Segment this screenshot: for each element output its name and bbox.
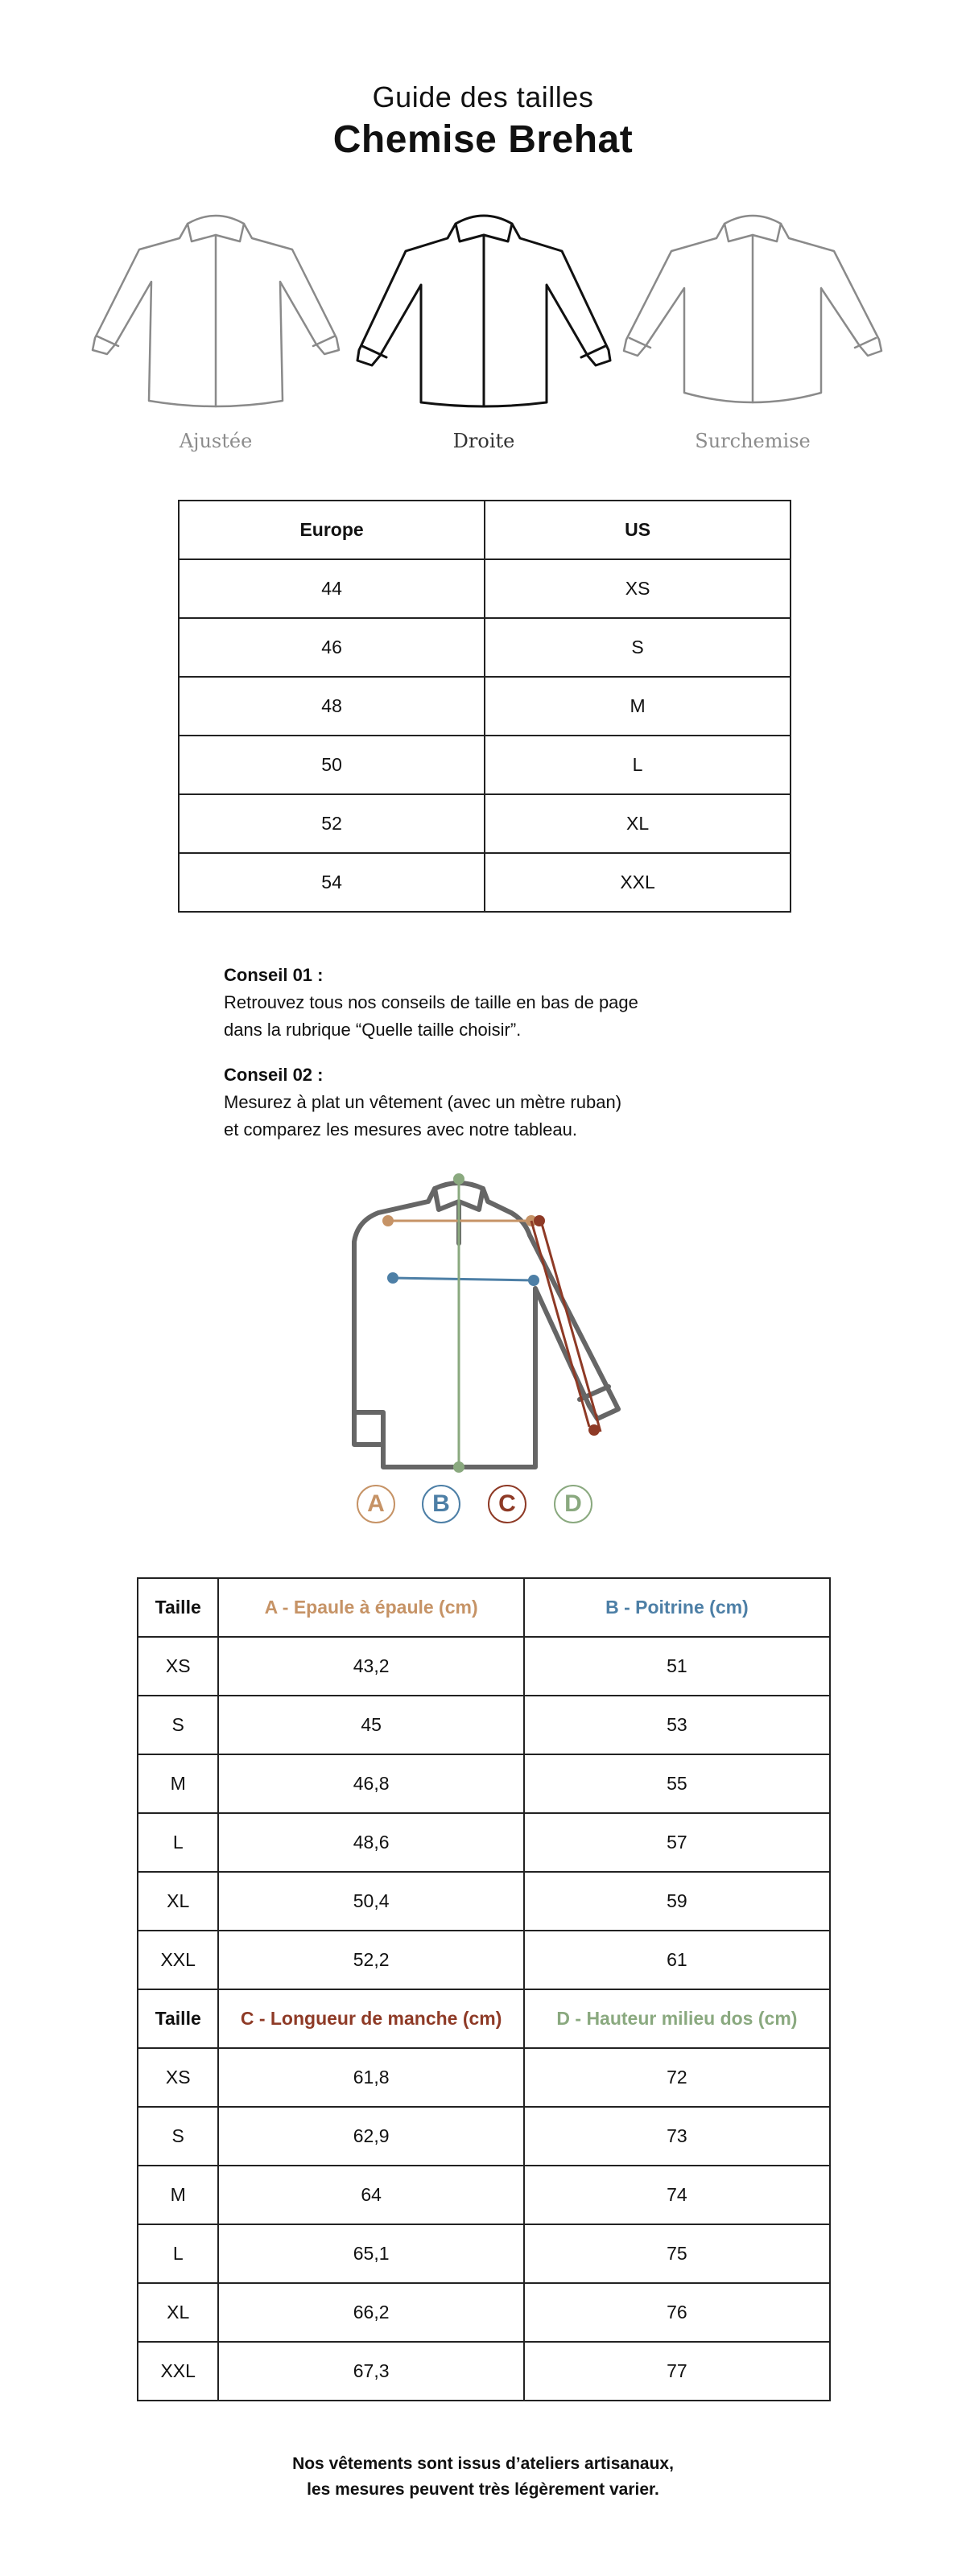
table-row: [138, 1696, 830, 1754]
header-europe: Europe: [179, 501, 485, 559]
fit-label-fitted: Ajustée: [179, 430, 253, 452]
cell-chest: 61: [524, 1931, 830, 1989]
size-conversion-table: [178, 500, 791, 913]
cell-shoulder: 46,8: [218, 1754, 523, 1813]
cell-europe: 48: [179, 677, 485, 736]
legend-letter-d: D: [554, 1485, 592, 1523]
measure-point-c: [534, 1215, 545, 1226]
measurement-legend: [0, 1485, 966, 1530]
cell-chest: 59: [524, 1872, 830, 1931]
measure-point-b: [387, 1272, 398, 1284]
cell-back-height: 74: [524, 2166, 830, 2224]
footer-line-1: Nos vêtements sont issus d’ateliers artisanaux,: [292, 2454, 674, 2473]
cell-size: S: [138, 2107, 218, 2166]
shirt-overshirt-icon: [620, 201, 886, 418]
measure-point-a: [382, 1215, 394, 1226]
table-row: [138, 1931, 830, 1989]
table-row: [179, 794, 791, 853]
tip-text-2: [224, 1089, 787, 1144]
cell-chest: 57: [524, 1813, 830, 1872]
page-title: Chemise Brehat: [332, 118, 634, 161]
cell-europe: 50: [179, 736, 485, 794]
legend-letter-a: A: [357, 1485, 395, 1523]
header-back-height: D - Hauteur milieu dos (cm): [524, 1989, 830, 2048]
tip-title-1: Conseil 01 :: [224, 965, 324, 985]
header-size: Taille: [138, 1989, 218, 2048]
cell-chest: 55: [524, 1754, 830, 1813]
measure-line-b: [393, 1278, 534, 1280]
measure-point-d: [453, 1461, 464, 1473]
tips-section: [224, 962, 787, 1161]
cell-europe: 52: [179, 794, 485, 853]
cell-back-height: 73: [524, 2107, 830, 2166]
table-header-row: [138, 1578, 830, 1637]
header-sleeve: C - Longueur de manche (cm): [218, 1989, 523, 2048]
cell-size: XL: [138, 2283, 218, 2342]
table-row: [138, 2283, 830, 2342]
table-row: [138, 2342, 830, 2401]
tip-text-1: [224, 989, 787, 1044]
cell-size: M: [138, 2166, 218, 2224]
cell-shoulder: 43,2: [218, 1637, 523, 1696]
legend-letter-c: C: [488, 1485, 526, 1523]
table-row: [179, 618, 791, 677]
table-row: [138, 1637, 830, 1696]
table-row: [179, 736, 791, 794]
cell-size: XXL: [138, 1931, 218, 1989]
header-size: Taille: [138, 1578, 218, 1637]
header-us: US: [485, 501, 791, 559]
shirt-straight-icon: [351, 201, 617, 418]
footer-line-2: les mesures peuvent très légèrement varier.: [307, 2480, 659, 2499]
cell-size: L: [138, 1813, 218, 1872]
cell-chest: 51: [524, 1637, 830, 1696]
fit-straight: [351, 201, 617, 452]
shirt-outline-icon: [354, 1183, 618, 1467]
table-row: [138, 1872, 830, 1931]
measure-point-c: [588, 1424, 600, 1436]
measure-point-b: [528, 1275, 539, 1286]
table-row: [138, 1813, 830, 1872]
measurements-table: [137, 1577, 831, 2401]
cell-chest: 53: [524, 1696, 830, 1754]
header-shoulder: A - Epaule à épaule (cm): [218, 1578, 523, 1637]
cell-us: XS: [485, 559, 791, 618]
fit-overshirt: [620, 201, 886, 452]
table-row: [138, 2048, 830, 2107]
cell-shoulder: 45: [218, 1696, 523, 1754]
table-header-row: [138, 1989, 830, 2048]
tip-line: Retrouvez tous nos conseils de taille en bas de page: [224, 992, 638, 1012]
cell-size: XL: [138, 1872, 218, 1931]
cell-sleeve: 64: [218, 2166, 523, 2224]
cell-europe: 46: [179, 618, 485, 677]
cell-size: XS: [138, 1637, 218, 1696]
table-row: [179, 677, 791, 736]
table-row: [138, 1754, 830, 1813]
tip-title-2: Conseil 02 :: [224, 1065, 324, 1085]
page-subtitle: Guide des tailles: [372, 80, 594, 113]
cell-back-height: 72: [524, 2048, 830, 2107]
legend-letter-b: B: [422, 1485, 460, 1523]
header-chest: B - Poitrine (cm): [524, 1578, 830, 1637]
tip-line: dans la rubrique “Quelle taille choisir”.: [224, 1020, 522, 1040]
cell-size: XXL: [138, 2342, 218, 2401]
measure-line-c: [531, 1221, 589, 1427]
measurement-diagram: [338, 1171, 628, 1481]
cell-sleeve: 67,3: [218, 2342, 523, 2401]
cell-back-height: 75: [524, 2224, 830, 2283]
tip-line: Mesurez à plat un vêtement (avec un mètre ruban): [224, 1092, 622, 1112]
table-row: [138, 2107, 830, 2166]
cell-shoulder: 52,2: [218, 1931, 523, 1989]
footer-note: [0, 2451, 966, 2503]
tip-line: et comparez les mesures avec notre tableau.: [224, 1119, 578, 1140]
cell-shoulder: 48,6: [218, 1813, 523, 1872]
fit-fitted: [83, 201, 349, 452]
cell-size: M: [138, 1754, 218, 1813]
cell-sleeve: 62,9: [218, 2107, 523, 2166]
measure-point-d: [453, 1173, 464, 1185]
measure-line-c: [541, 1221, 601, 1432]
cell-us: XL: [485, 794, 791, 853]
fit-label-overshirt: Surchemise: [695, 430, 811, 452]
table-row: [179, 853, 791, 912]
table-row: [138, 2166, 830, 2224]
cell-us: S: [485, 618, 791, 677]
cell-shoulder: 50,4: [218, 1872, 523, 1931]
cell-us: L: [485, 736, 791, 794]
cell-size: XS: [138, 2048, 218, 2107]
cell-size: L: [138, 2224, 218, 2283]
cell-sleeve: 66,2: [218, 2283, 523, 2342]
table-row: [138, 2224, 830, 2283]
cell-sleeve: 65,1: [218, 2224, 523, 2283]
table-header-row: [179, 501, 791, 559]
cell-europe: 44: [179, 559, 485, 618]
cell-back-height: 77: [524, 2342, 830, 2401]
shirt-fitted-icon: [83, 201, 349, 418]
cell-europe: 54: [179, 853, 485, 912]
cell-size: S: [138, 1696, 218, 1754]
cell-sleeve: 61,8: [218, 2048, 523, 2107]
cell-us: M: [485, 677, 791, 736]
table-row: [179, 559, 791, 618]
cell-us: XXL: [485, 853, 791, 912]
cell-back-height: 76: [524, 2283, 830, 2342]
fit-label-straight: Droite: [452, 430, 515, 452]
